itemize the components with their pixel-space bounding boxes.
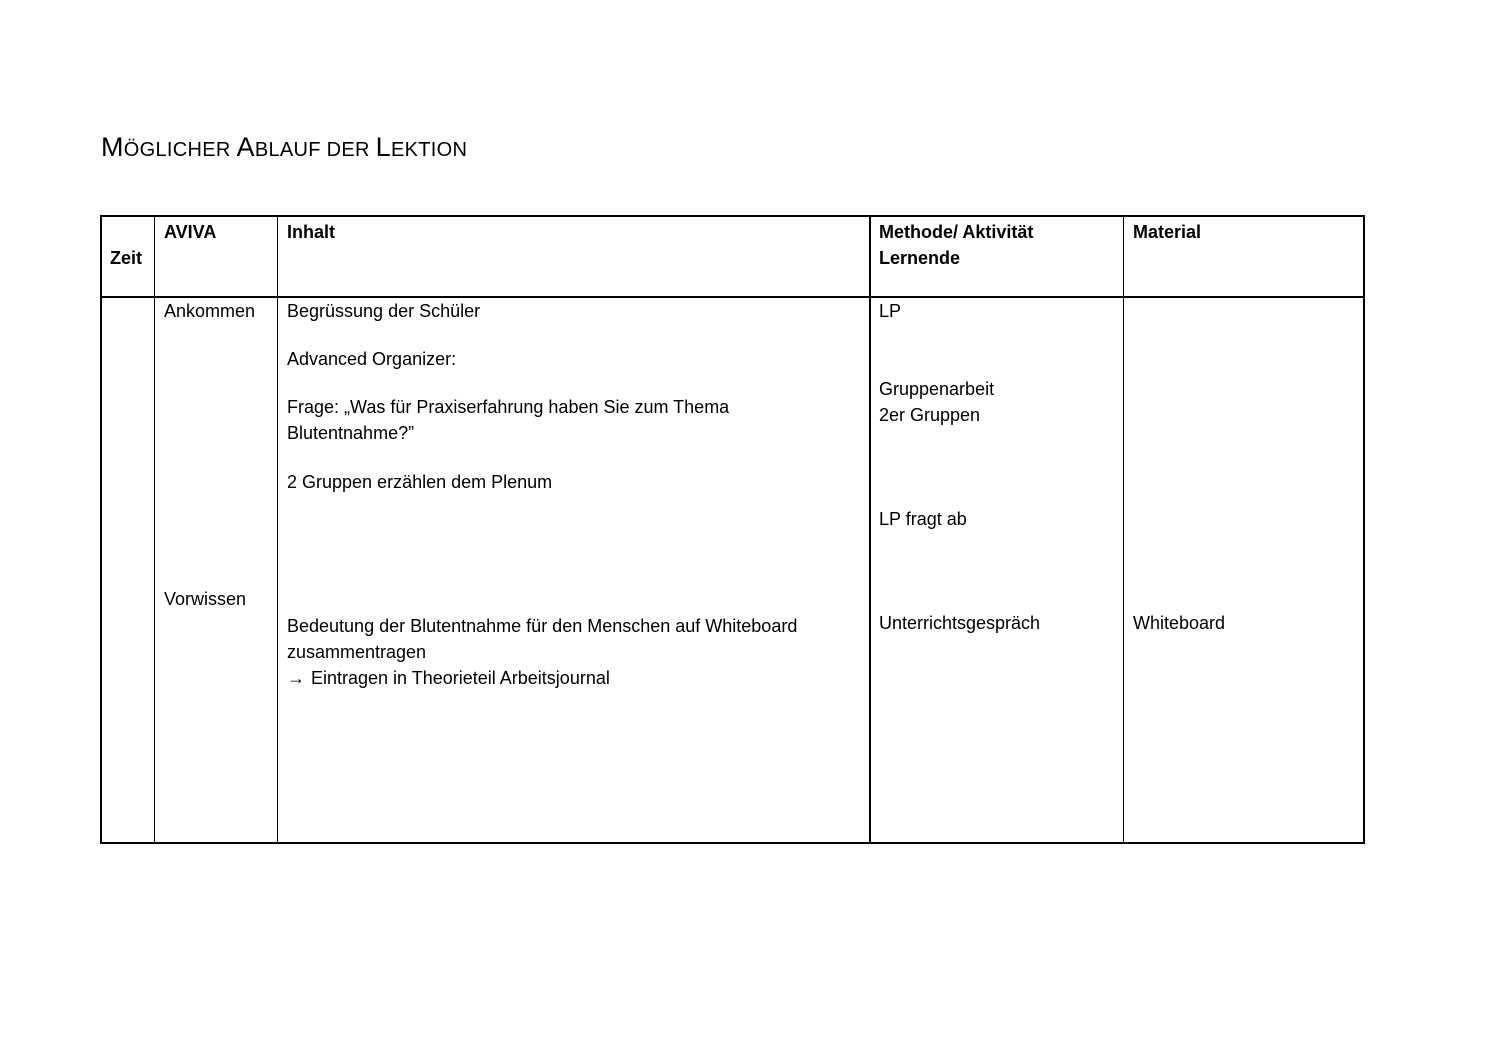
inhalt-frage-line2: Blutentnahme?” (287, 423, 415, 443)
header-zeit: Zeit (110, 248, 143, 268)
title-part: EKTION (390, 139, 468, 161)
inhalt-gruppen: 2 Gruppen erzählen dem Plenum (287, 472, 553, 492)
methode-gruppenarbeit: Gruppenarbeit (879, 379, 995, 399)
header-aviva: AVIVA (164, 222, 217, 242)
inhalt-eintragen (287, 665, 610, 691)
methode-unterrichtsgespraech: Unterrichtsgespräch (879, 613, 1041, 633)
header-material: Material (1133, 222, 1202, 242)
title-part: BLAUF DER (254, 139, 376, 161)
column-divider (154, 217, 155, 842)
methode-lp: LP (879, 301, 902, 321)
inhalt-bedeutung-line2: zusammentragen (287, 642, 427, 662)
header-methode-line2: Lernende (879, 248, 961, 268)
page-title (101, 130, 467, 167)
column-divider (869, 217, 871, 842)
header-methode-line1: Methode/ Aktivität (879, 222, 1034, 242)
methode-zweier-gruppen: 2er Gruppen (879, 405, 981, 425)
title-part: M (101, 132, 124, 162)
lesson-plan-table (100, 215, 1365, 844)
inhalt-advanced-organizer: Advanced Organizer: (287, 349, 457, 369)
column-divider (277, 217, 278, 842)
inhalt-bedeutung-line1: Bedeutung der Blutentnahme für den Menschen auf Whiteboard (287, 616, 798, 636)
inhalt-eintragen-text: Eintragen in Theorieteil Arbeitsjournal (311, 668, 610, 688)
aviva-ankommen: Ankommen (164, 301, 256, 321)
inhalt-frage-line1: Frage: „Was für Praxiserfahrung haben Sie zum Thema (287, 397, 730, 417)
arrow-right-icon: → (287, 668, 305, 688)
title-part: ÖGLICHER (123, 139, 237, 161)
inhalt-begruessung: Begrüssung der Schüler (287, 301, 481, 321)
header-inhalt: Inhalt (287, 222, 335, 242)
column-divider (1123, 217, 1124, 842)
material-whiteboard: Whiteboard (1133, 613, 1226, 633)
methode-lp-fragt-ab: LP fragt ab (879, 509, 967, 529)
title-part: L (375, 132, 391, 162)
title-part: A (236, 132, 255, 162)
aviva-vorwissen: Vorwissen (164, 589, 247, 609)
